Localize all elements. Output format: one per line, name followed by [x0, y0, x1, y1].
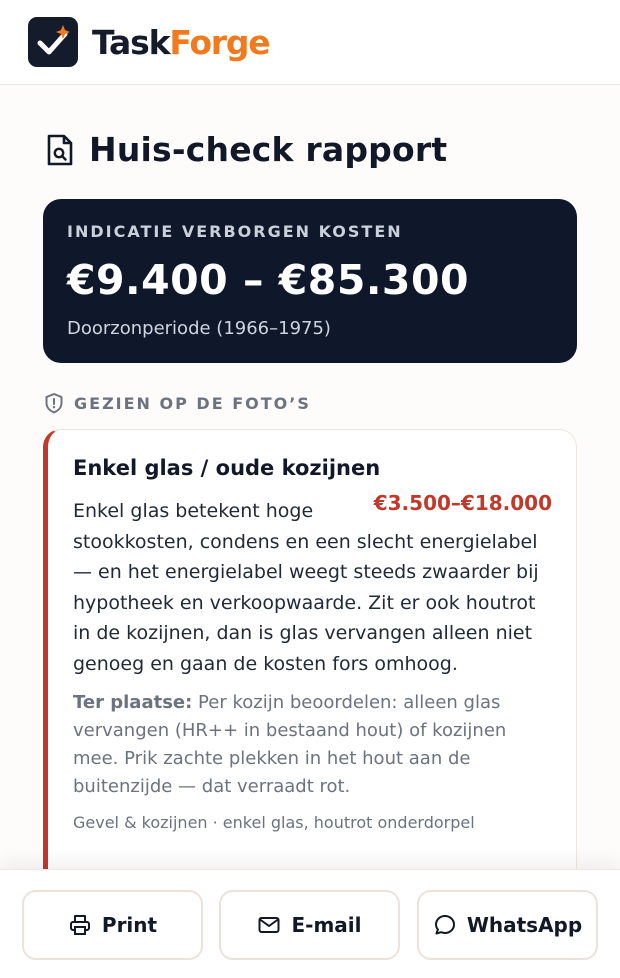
printer-icon — [68, 913, 92, 937]
section-heading — [44, 392, 311, 414]
tip-text: Per kozijn beoordelen: alleen glas vervangen (HR++ in bestaand hout) of kozijnen mee. Prik zachte plekken in het hout aan de buitenzijde — dat verraadt rot. — [73, 692, 507, 797]
whatsapp-button-label: WhatsApp — [466, 913, 583, 937]
section-heading-label: GEZIEN OP DE FOTO’S — [74, 393, 311, 413]
issue-meta: Gevel & kozijnen · enkel glas, houtrot onderdorpel — [73, 813, 475, 832]
issue-onsite-tip — [73, 689, 552, 801]
issue-description-part2: stookkosten, condens en een slecht energielabel — en het energielabel weegt steeds zwaarder bij hypotheek en verkoopwaarde. Zit er ook houtrot in de kozijnen, dan is glas vervangen alleen niet genoeg en gaan de kosten fors omhoog. — [73, 530, 539, 675]
app-header — [0, 0, 620, 85]
whatsapp-button[interactable] — [417, 890, 598, 960]
brand-name — [92, 23, 269, 62]
page-title: Huis-check rapport — [89, 130, 448, 169]
cost-label: INDICATIE VERBORGEN KOSTEN — [67, 222, 403, 241]
issue-description — [73, 496, 552, 679]
print-button[interactable] — [22, 890, 203, 960]
tip-label: Ter plaatse: — [73, 692, 193, 713]
issue-cost-range: €3.500–€18.000 — [373, 491, 552, 515]
mail-icon — [257, 913, 281, 937]
print-button-label: Print — [101, 913, 158, 937]
email-button[interactable] — [219, 890, 400, 960]
cost-range: €9.400 – €85.300 — [67, 256, 470, 304]
check-star-icon[interactable] — [28, 17, 78, 67]
issue-description-part1: Enkel glas betekent hoge — [73, 500, 314, 522]
page-title-row — [45, 130, 447, 169]
shield-alert-icon — [44, 392, 64, 414]
share-bar — [0, 869, 620, 978]
hidden-costs-card — [43, 199, 577, 363]
chat-bubble-icon — [433, 913, 457, 937]
document-search-icon — [45, 133, 75, 167]
brand-name-part1: Task — [92, 22, 170, 62]
issue-title: Enkel glas / oude kozijnen — [73, 456, 381, 480]
email-button-label: E-mail — [291, 913, 362, 937]
building-period: Doorzonperiode (1966–1975) — [67, 318, 331, 339]
brand-name-part2: Forge — [169, 22, 270, 62]
